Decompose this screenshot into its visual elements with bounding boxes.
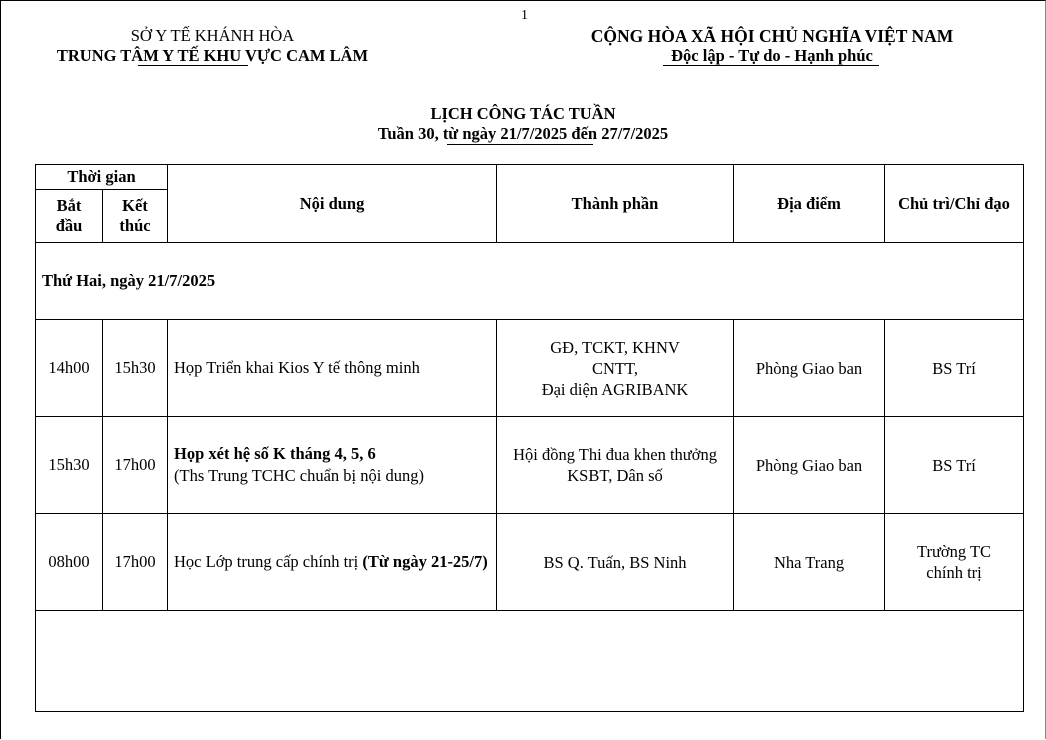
event-title: Họp xét hệ số K tháng 4, 5, 6 [174, 444, 376, 463]
participants-line: GĐ, TCKT, KHNV [550, 337, 680, 357]
national-motto: Độc lập - Tự do - Hạnh phúc [671, 46, 873, 65]
end-time: 17h00 [103, 417, 168, 514]
day-label: Thứ Hai, ngày 21/7/2025 [36, 243, 1024, 320]
event-content [168, 514, 497, 611]
header-row [36, 165, 1024, 190]
schedule-table [35, 164, 1024, 712]
start-time: 08h00 [36, 514, 103, 611]
content-header: Nội dung [168, 165, 497, 243]
location: Phòng Giao ban [734, 320, 885, 417]
document-title-block [0, 104, 1046, 144]
document-title: LỊCH CÔNG TÁC TUẦN [430, 104, 616, 123]
location-header: Địa điểm [734, 165, 885, 243]
end-header: Kết thúc [103, 190, 168, 243]
start-time: 15h30 [36, 417, 103, 514]
chair: BS Trí [885, 320, 1024, 417]
national-heading [560, 26, 984, 66]
table-row [36, 320, 1024, 417]
participants [497, 320, 734, 417]
start-time: 14h00 [36, 320, 103, 417]
participants: BS Q. Tuấn, BS Ninh [497, 514, 734, 611]
table-row [36, 417, 1024, 514]
participants-line: Đại diện AGRIBANK [541, 379, 689, 399]
event-note: (Ths Trung TCHC chuẩn bị nội dung) [174, 466, 424, 485]
event-content: Họp Triển khai Kios Y tế thông minh [168, 320, 497, 417]
agency-underline [138, 65, 248, 66]
participants-line: KSBT, Dân số [567, 466, 663, 485]
week-range: Tuần 30, từ ngày 21/7/2025 đến 27/7/2025 [377, 124, 669, 143]
time-group-header: Thời gian [36, 165, 168, 190]
event-title: Học Lớp trung cấp chính trị [174, 552, 359, 571]
participants [497, 417, 734, 514]
empty-cell [36, 611, 1024, 712]
agency-name: TRUNG TÂM Y TẾ KHU VỰC CAM LÂM [56, 46, 369, 65]
start-header: Bắt đầu [36, 190, 103, 243]
participants-line: Hội đồng Thi đua khen thưởng [513, 445, 717, 464]
participants-header: Thành phần [497, 165, 734, 243]
participants-line: CNTT, [592, 358, 638, 378]
event-content [168, 417, 497, 514]
nation-name: CỘNG HÒA XÃ HỘI CHỦ NGHĨA VIỆT NAM [590, 26, 954, 46]
empty-row [36, 611, 1024, 712]
event-date-range: (Từ ngày 21-25/7) [362, 552, 488, 571]
chair: BS Trí [885, 417, 1024, 514]
chair: Trường TC chính trị [885, 514, 1024, 611]
parent-agency: SỞ Y TẾ KHÁNH HÒA [130, 26, 295, 45]
table-row [36, 514, 1024, 611]
end-time: 15h30 [103, 320, 168, 417]
day-row [36, 243, 1024, 320]
motto-underline [663, 65, 879, 66]
location: Phòng Giao ban [734, 417, 885, 514]
page-number: 1 [521, 8, 528, 23]
location: Nha Trang [734, 514, 885, 611]
title-underline [447, 144, 593, 145]
chair-header: Chủ trì/Chỉ đạo [885, 165, 1024, 243]
end-time: 17h00 [103, 514, 168, 611]
issuing-agency [30, 26, 395, 66]
